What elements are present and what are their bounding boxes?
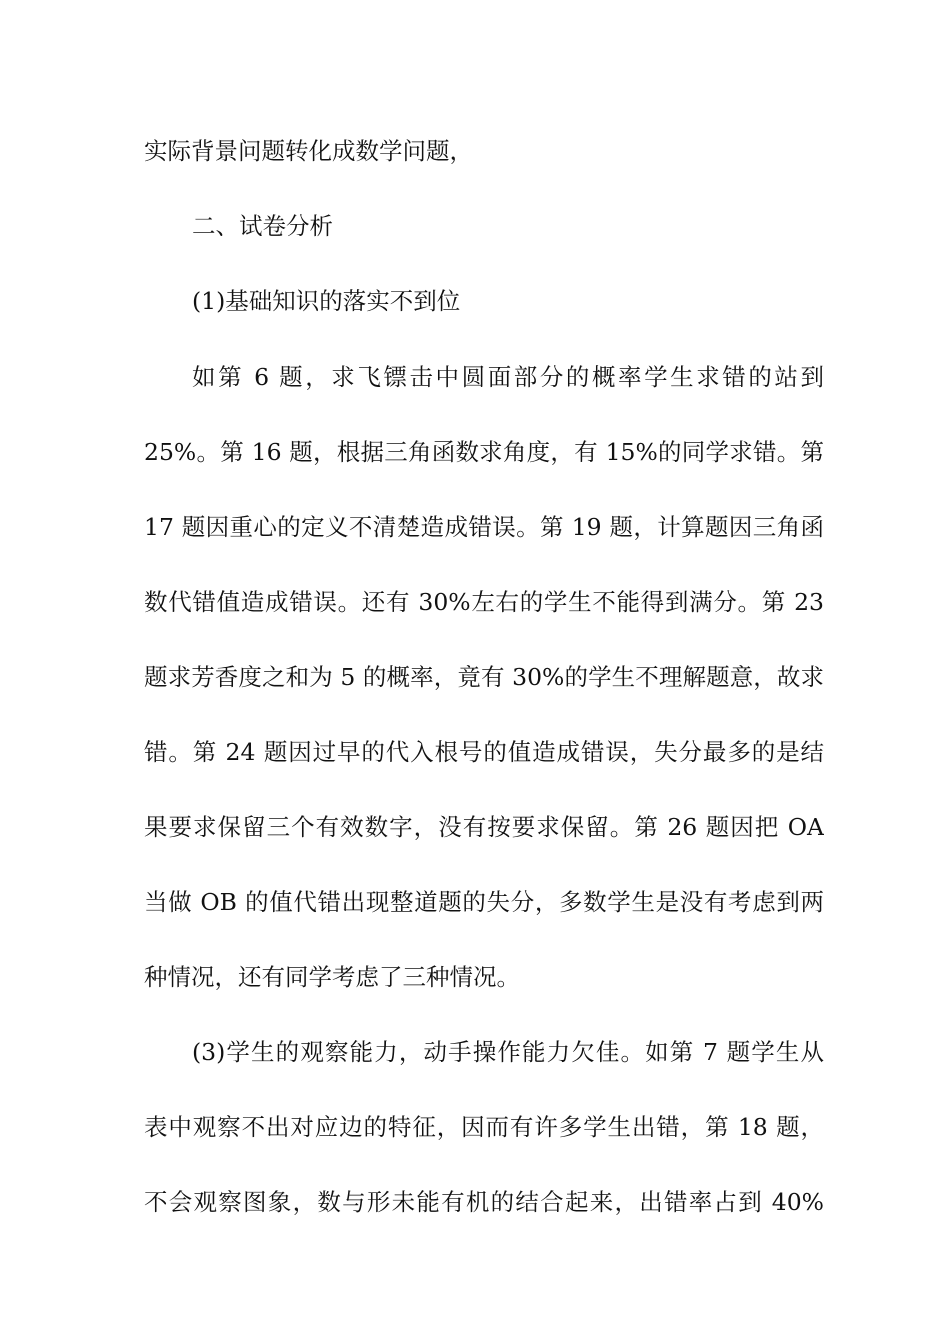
paragraph-line: 数代错值造成错误。还有 30%左右的学生不能得到满分。第 23 — [144, 588, 824, 616]
text-line-1: 实际背景问题转化成数学问题， — [144, 137, 473, 165]
paragraph-line: 种情况，还有同学考虑了三种情况。 — [144, 963, 520, 991]
paragraph-line: 果要求保留三个有效数字，没有按要求保留。第 26 题因把 OA — [144, 813, 824, 841]
paragraph-line: 17 题因重心的定义不清楚造成错误。第 19 题，计算题因三角函 — [144, 513, 824, 541]
paragraph-line: 当做 OB 的值代错出现整道题的失分，多数学生是没有考虑到两 — [144, 888, 824, 916]
paragraph-line: 表中观察不出对应边的特征，因而有许多学生出错，第 18 题， — [144, 1113, 824, 1141]
section-heading: 二、试卷分析 — [192, 212, 333, 240]
paragraph-line: (3)学生的观察能力，动手操作能力欠佳。如第 7 题学生从 — [192, 1038, 824, 1066]
subsection-heading-1: (1)基础知识的落实不到位 — [192, 287, 461, 315]
paragraph-line: 题求芳香度之和为 5 的概率，竟有 30%的学生不理解题意，故求 — [144, 663, 824, 691]
paragraph-line: 如第 6 题，求飞镖击中圆面部分的概率学生求错的站到 — [192, 363, 824, 391]
paragraph-line: 25%。第 16 题，根据三角函数求角度，有 15%的同学求错。第 — [144, 438, 824, 466]
paragraph-line: 错。第 24 题因过早的代入根号的值造成错误，失分最多的是结 — [144, 738, 824, 766]
paragraph-line: 不会观察图象，数与形未能有机的结合起来，出错率占到 40% — [144, 1188, 824, 1216]
